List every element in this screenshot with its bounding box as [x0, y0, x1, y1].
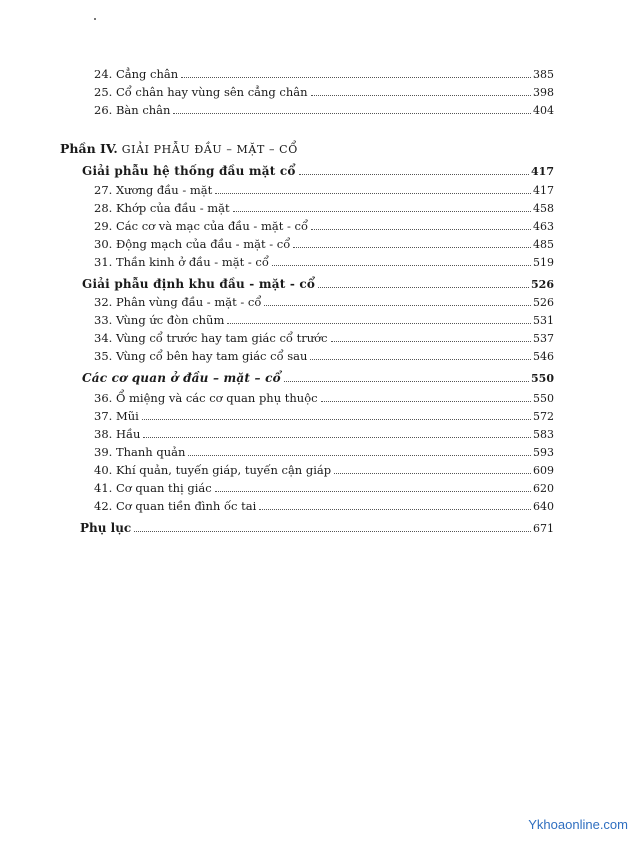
dot-leader	[188, 454, 531, 456]
toc-entry-label: 34. Vùng cổ trước hay tam giác cổ trước	[94, 331, 328, 345]
dot-leader	[215, 490, 531, 492]
toc-entry-label: 39. Thanh quản	[94, 445, 186, 459]
toc-entry-page: 417	[533, 184, 554, 197]
toc-entry	[94, 444, 554, 461]
toc-entry-label: 29. Các cơ và mạc của đầu - mặt - cổ	[94, 219, 309, 233]
dot-leader	[318, 286, 529, 288]
toc-entry-label: 30. Động mạch của đầu - mặt - cổ	[94, 237, 291, 251]
toc-entry-label: 27. Xương đầu - mặt	[94, 183, 213, 197]
toc-entry	[94, 498, 554, 515]
toc-entry-label: 32. Phân vùng đầu - mặt - cổ	[94, 295, 262, 309]
toc-entry-label: 38. Hầu	[94, 427, 141, 441]
dot-leader	[272, 264, 531, 266]
toc-entry	[94, 426, 554, 443]
toc-entry-label: 25. Cổ chân hay vùng sên cẳng chân	[94, 85, 308, 99]
toc-entry-page: 458	[533, 202, 554, 215]
toc-entry	[94, 200, 554, 217]
toc-entry-page: 537	[533, 332, 554, 345]
toc-entry-page: 485	[533, 238, 554, 251]
dot-leader	[143, 436, 531, 438]
dot-leader	[173, 112, 531, 114]
toc-appendix	[80, 520, 554, 537]
toc-entry-page: 531	[533, 314, 554, 327]
toc-entry	[94, 330, 554, 347]
dot-leader	[284, 380, 529, 382]
toc-entry	[94, 348, 554, 365]
toc-entry	[94, 218, 554, 235]
toc-entry-label: 42. Cơ quan tiền đình ốc tai	[94, 499, 257, 513]
toc-entry-label: 33. Vùng ức đòn chũm	[94, 313, 225, 327]
dot-leader	[331, 340, 532, 342]
toc-entry	[94, 312, 554, 329]
toc-entry-label: 35. Vùng cổ bên hay tam giác cổ sau	[94, 349, 308, 363]
toc-entry-label: 37. Mũi	[94, 409, 139, 423]
toc-section	[82, 370, 554, 387]
appendix-page: 671	[533, 522, 554, 535]
dot-leader	[321, 400, 531, 402]
toc-entry	[94, 408, 554, 425]
toc-section	[82, 163, 554, 180]
toc-entry-label: 24. Cẳng chân	[94, 67, 179, 81]
toc-entry-page: 526	[533, 296, 554, 309]
part-number: Phần IV.	[60, 141, 118, 156]
toc-entry	[94, 66, 554, 83]
toc-section-page: 550	[531, 372, 554, 385]
part-title: GIẢI PHẪU ĐẦU – MẶT – CỔ	[121, 143, 298, 156]
toc-entry-page: 609	[533, 464, 554, 477]
toc-entry	[94, 102, 554, 119]
dot-leader	[311, 94, 531, 96]
toc-entry	[94, 294, 554, 311]
dot-leader	[264, 304, 531, 306]
toc-entry-label: 28. Khớp của đầu - mặt	[94, 201, 230, 215]
appendix-label: Phụ lục	[80, 521, 132, 535]
toc-section-title: Các cơ quan ở đầu – mặt – cổ	[82, 371, 281, 385]
toc-entry-label: 26. Bàn chân	[94, 103, 171, 117]
toc-entry	[94, 462, 554, 479]
dot-leader	[334, 472, 531, 474]
toc-entry	[94, 182, 554, 199]
toc-section	[82, 276, 554, 293]
toc-section-title: Giải phẫu hệ thống đầu mặt cổ	[82, 164, 296, 178]
dot-leader	[142, 418, 531, 420]
toc-entry-page: 593	[533, 446, 554, 459]
dot-leader	[311, 228, 531, 230]
toc-entry-page: 572	[533, 410, 554, 423]
part-heading	[60, 141, 298, 156]
toc-entry-page: 398	[533, 86, 554, 99]
toc-entry-page: 404	[533, 104, 554, 117]
dot-leader	[310, 358, 531, 360]
toc-entry-page: 519	[533, 256, 554, 269]
dot-leader	[227, 322, 531, 324]
toc-entry-label: 36. Ổ miệng và các cơ quan phụ thuộc	[94, 391, 318, 405]
toc-entry-label: 41. Cơ quan thị giác	[94, 481, 212, 495]
toc-entry-page: 463	[533, 220, 554, 233]
toc-entry	[94, 254, 554, 271]
toc-entry	[94, 390, 554, 407]
toc-entry-page: 546	[533, 350, 554, 363]
dot-leader	[293, 246, 531, 248]
toc-section-page: 526	[531, 278, 554, 291]
site-watermark: Ykhoaonline.com	[528, 817, 628, 832]
toc-entry-label: 40. Khí quản, tuyến giáp, tuyến cận giáp	[94, 463, 332, 477]
toc-entry	[94, 84, 554, 101]
toc-entry-page: 640	[533, 500, 554, 513]
toc-entry	[94, 236, 554, 253]
dot-leader	[299, 173, 529, 175]
dot-leader	[215, 192, 531, 194]
toc-section-title: Giải phẫu định khu đầu - mặt - cổ	[82, 277, 316, 291]
toc-entry-page: 385	[533, 68, 554, 81]
dot-leader	[181, 76, 531, 78]
scan-speck	[94, 18, 96, 20]
toc-entry-page: 583	[533, 428, 554, 441]
toc-section-page: 417	[531, 165, 554, 178]
dot-leader	[233, 210, 531, 212]
dot-leader	[134, 530, 531, 532]
toc-entry-page: 550	[533, 392, 554, 405]
toc-entry-page: 620	[533, 482, 554, 495]
toc-entry-label: 31. Thần kinh ở đầu - mặt - cổ	[94, 255, 269, 269]
dot-leader	[259, 508, 531, 510]
toc-entry	[94, 480, 554, 497]
